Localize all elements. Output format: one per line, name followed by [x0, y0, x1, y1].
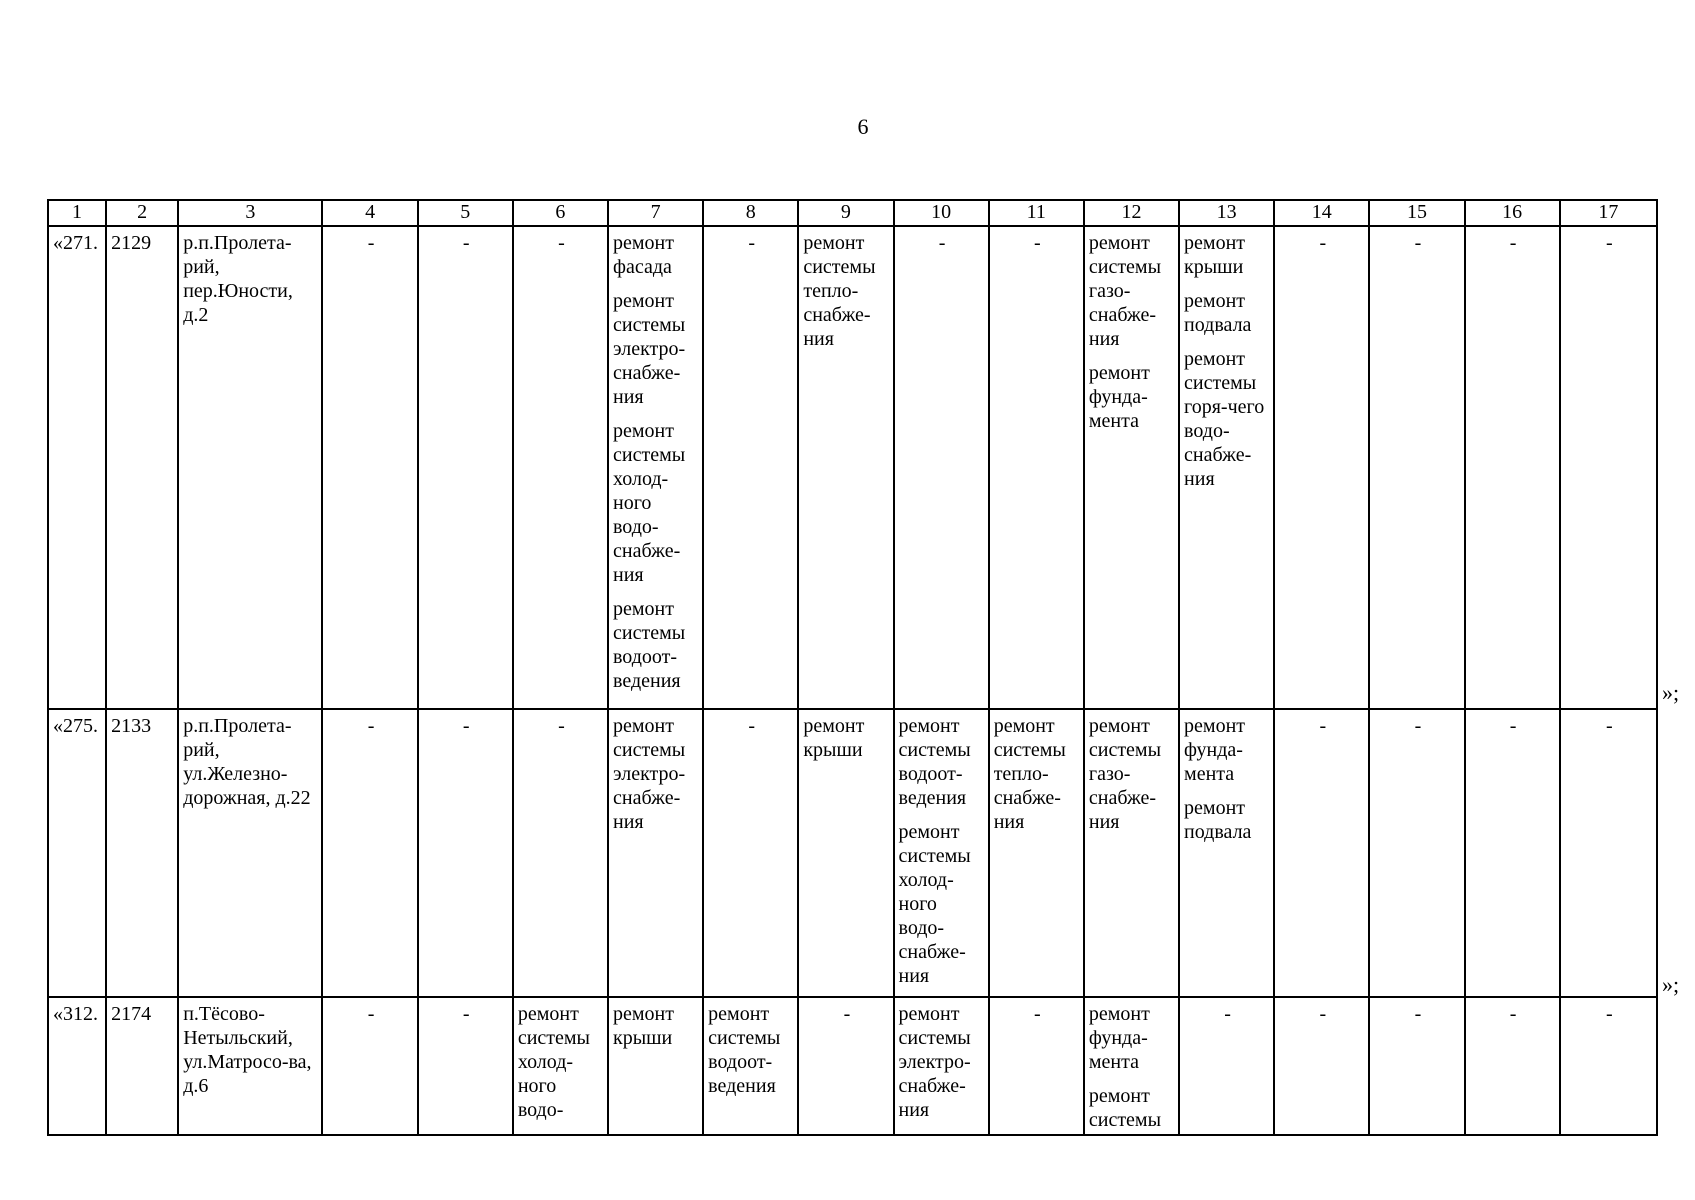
- house-id: 2129: [106, 226, 178, 709]
- work-item: ремонт подвала: [1184, 797, 1252, 843]
- empty-cell: -: [703, 226, 798, 709]
- column-number-row: [48, 200, 1657, 226]
- address: р.п.Пролета-рий, ул.Железно-дорожная, д.22: [178, 709, 322, 997]
- empty-cell: -: [894, 226, 989, 709]
- table-row: [48, 997, 1657, 1135]
- page-number: 6: [857, 114, 869, 139]
- empty-cell: -: [513, 709, 608, 997]
- work-item: ремонт системы: [1088, 1085, 1162, 1131]
- col-number: 15: [1369, 200, 1464, 226]
- empty-cell: -: [418, 226, 513, 709]
- work-item: ремонт системы тепло-снабже-ния: [803, 232, 876, 350]
- closing-quote-mark: »;: [1662, 972, 1680, 997]
- work-item: ремонт системы водоот-ведения: [898, 715, 971, 809]
- col-number: 13: [1179, 200, 1274, 226]
- works-cell: [1084, 997, 1179, 1135]
- closing-quote-mark: »;: [1662, 680, 1680, 705]
- col-number: 1: [48, 200, 106, 226]
- works-cell: [798, 709, 893, 997]
- col-number: 10: [894, 200, 989, 226]
- empty-cell: -: [1369, 709, 1464, 997]
- empty-cell: -: [322, 709, 417, 997]
- work-item: ремонт фасада: [613, 232, 674, 278]
- col-number: 16: [1465, 200, 1560, 226]
- empty-cell: -: [418, 709, 513, 997]
- col-number: 8: [703, 200, 798, 226]
- empty-cell: -: [1465, 709, 1560, 997]
- empty-cell: -: [418, 997, 513, 1135]
- work-item: ремонт системы холод-ного водо-: [517, 1003, 590, 1121]
- work-item: ремонт крыши: [803, 715, 865, 761]
- empty-cell: -: [1560, 709, 1657, 997]
- work-item: ремонт системы электро-снабже-ния: [898, 1003, 971, 1121]
- work-item: ремонт системы холод-ного водо-снабже-ния: [898, 821, 971, 987]
- work-item: ремонт системы водоот-ведения: [708, 1003, 781, 1097]
- works-cell: [608, 226, 703, 709]
- works-cell: [1179, 226, 1274, 709]
- works-cell: [1084, 226, 1179, 709]
- work-item: ремонт крыши: [1184, 232, 1246, 278]
- works-cell: [798, 226, 893, 709]
- row-number: «312.: [48, 997, 106, 1135]
- col-number: 5: [418, 200, 513, 226]
- work-item: ремонт подвала: [1184, 290, 1252, 336]
- works-cell: [608, 997, 703, 1135]
- work-item: ремонт системы водоот-ведения: [613, 598, 686, 692]
- row-number: «275.: [48, 709, 106, 997]
- works-cell: [894, 997, 989, 1135]
- address: р.п.Пролета-рий, пер.Юности, д.2: [178, 226, 322, 709]
- empty-cell: -: [1274, 226, 1369, 709]
- col-number: 6: [513, 200, 608, 226]
- col-number: 11: [989, 200, 1084, 226]
- works-cell: [1179, 709, 1274, 997]
- repair-schedule-table: [47, 199, 1658, 1136]
- empty-cell: -: [1560, 997, 1657, 1135]
- col-number: 9: [798, 200, 893, 226]
- row-number: «271.: [48, 226, 106, 709]
- empty-cell: -: [1465, 226, 1560, 709]
- work-item: ремонт системы холод-ного водо-снабже-ния: [613, 420, 686, 586]
- house-id: 2133: [106, 709, 178, 997]
- works-cell: [513, 997, 608, 1135]
- empty-cell: -: [1465, 997, 1560, 1135]
- empty-cell: -: [989, 997, 1084, 1135]
- col-number: 17: [1560, 200, 1657, 226]
- work-item: ремонт фунда-мента: [1088, 1003, 1150, 1073]
- table-row: [48, 709, 1657, 997]
- work-item: ремонт фунда-мента: [1184, 715, 1246, 785]
- work-item: ремонт системы горя-чего водо-снабже-ния: [1184, 348, 1265, 490]
- works-cell: [703, 997, 798, 1135]
- col-number: 3: [178, 200, 322, 226]
- empty-cell: -: [989, 226, 1084, 709]
- empty-cell: -: [1369, 226, 1464, 709]
- table-row: [48, 226, 1657, 709]
- empty-cell: -: [1274, 709, 1369, 997]
- empty-cell: -: [798, 997, 893, 1135]
- col-number: 12: [1084, 200, 1179, 226]
- works-cell: [989, 709, 1084, 997]
- work-item: ремонт системы газо-снабже-ния: [1088, 715, 1162, 833]
- work-item: ремонт системы электро-снабже-ния: [613, 715, 686, 833]
- col-number: 7: [608, 200, 703, 226]
- empty-cell: -: [1274, 997, 1369, 1135]
- col-number: 14: [1274, 200, 1369, 226]
- work-item: ремонт крыши: [613, 1003, 674, 1049]
- empty-cell: -: [513, 226, 608, 709]
- empty-cell: -: [1560, 226, 1657, 709]
- work-item: ремонт фунда-мента: [1088, 362, 1150, 432]
- works-cell: [608, 709, 703, 997]
- work-item: ремонт системы газо-снабже-ния: [1088, 232, 1162, 350]
- address: п.Тёсово-Нетыльский, ул.Матросо-ва, д.6: [178, 997, 322, 1135]
- works-cell: [1084, 709, 1179, 997]
- col-number: 4: [322, 200, 417, 226]
- empty-cell: -: [322, 226, 417, 709]
- house-id: 2174: [106, 997, 178, 1135]
- work-item: ремонт системы электро-снабже-ния: [613, 290, 686, 408]
- empty-cell: -: [322, 997, 417, 1135]
- empty-cell: -: [703, 709, 798, 997]
- works-cell: [894, 709, 989, 997]
- empty-cell: -: [1179, 997, 1274, 1135]
- col-number: 2: [106, 200, 178, 226]
- empty-cell: -: [1369, 997, 1464, 1135]
- work-item: ремонт системы тепло-снабже-ния: [993, 715, 1066, 833]
